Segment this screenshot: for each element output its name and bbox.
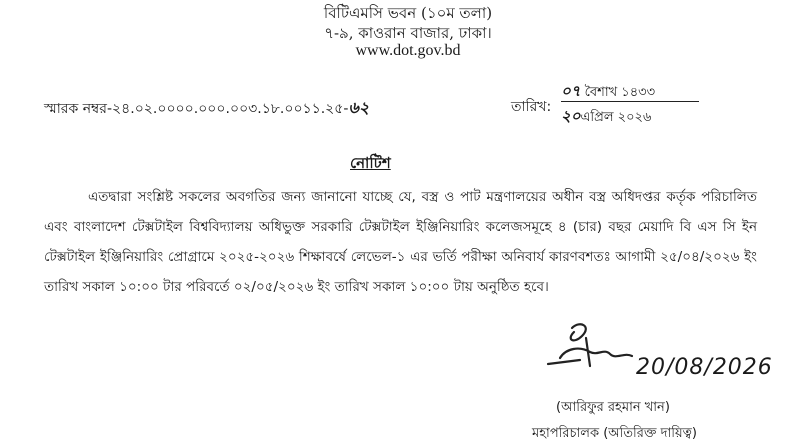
date-english-month-year: এপ্রিল ২০২৬ bbox=[580, 110, 652, 125]
notice-body: এতদ্বারা সংশ্লিষ্ট সকলের অবগতির জন্য জানানো যাচ্ছে যে, বস্ত্র ও পাট মন্ত্রণালয়ের অধীন বস্ত্র অধিদপ্তর কর্তৃক পরিচালিত এবং বাংলাদেশ টেক্সটাইল বিশ্ববিদ্যালয় অধিভুক্ত সরকারি টেক্সটাইল ইঞ্জিনিয়ারিং কলেজসমূহে ৪ (চার) বছর মেয়াদি বি এস সি ইন টেক্সটাইল ইঞ্জিনিয়ারিং প্রোগ্রামে ২০২৫-২০২৬ শিক্ষাবর্ষে লেভেল-১ এর ভর্তি পরীক্ষা অনিবার্য কারণবশতঃ আগামী ২৫/০৪/২০২৬ ইং তারিখ সকাল ১০:০০ টার পরিবর্তে ০২/০৫/২০২৬ ইং তারিখ সকাল ১০:০০ টায় অনুষ্ঠিত হবে। bbox=[44, 189, 757, 295]
notice-title: নোটিশ bbox=[350, 154, 391, 172]
signatory-designation: মহাপরিচালক (অতিরিক্ত দায়িত্ব) bbox=[532, 426, 697, 441]
date-divider bbox=[561, 101, 699, 102]
memo-number bbox=[44, 95, 369, 122]
signature-date: 20/08/2026 bbox=[636, 355, 773, 380]
signature-scribble bbox=[520, 318, 640, 376]
memo-label: স্মারক নম্বর-২৪.০২.০০০০.০০০.০০৩.১৮.০০১১.২৫- bbox=[44, 101, 349, 117]
header-address: ৭-৯, কাওরান বাজার, ঢাকা। bbox=[324, 24, 492, 42]
date-label: তারিখ: bbox=[511, 99, 552, 115]
date-english-day: ২০ bbox=[561, 107, 581, 125]
signatory-name: (আরিফুর রহমান খান) bbox=[556, 400, 670, 415]
date-english bbox=[561, 105, 651, 130]
header-website: www.dot.gov.bd bbox=[355, 42, 461, 59]
memo-handwritten-suffix: ৬২ bbox=[348, 98, 370, 117]
date-bangla-day: ০৭ bbox=[561, 82, 581, 100]
date-bangla-month-year: বৈশাখ ১৪৩৩ bbox=[584, 85, 656, 100]
header-building: বিটিএমসি ভবন (১০ম তলা) bbox=[323, 4, 493, 22]
